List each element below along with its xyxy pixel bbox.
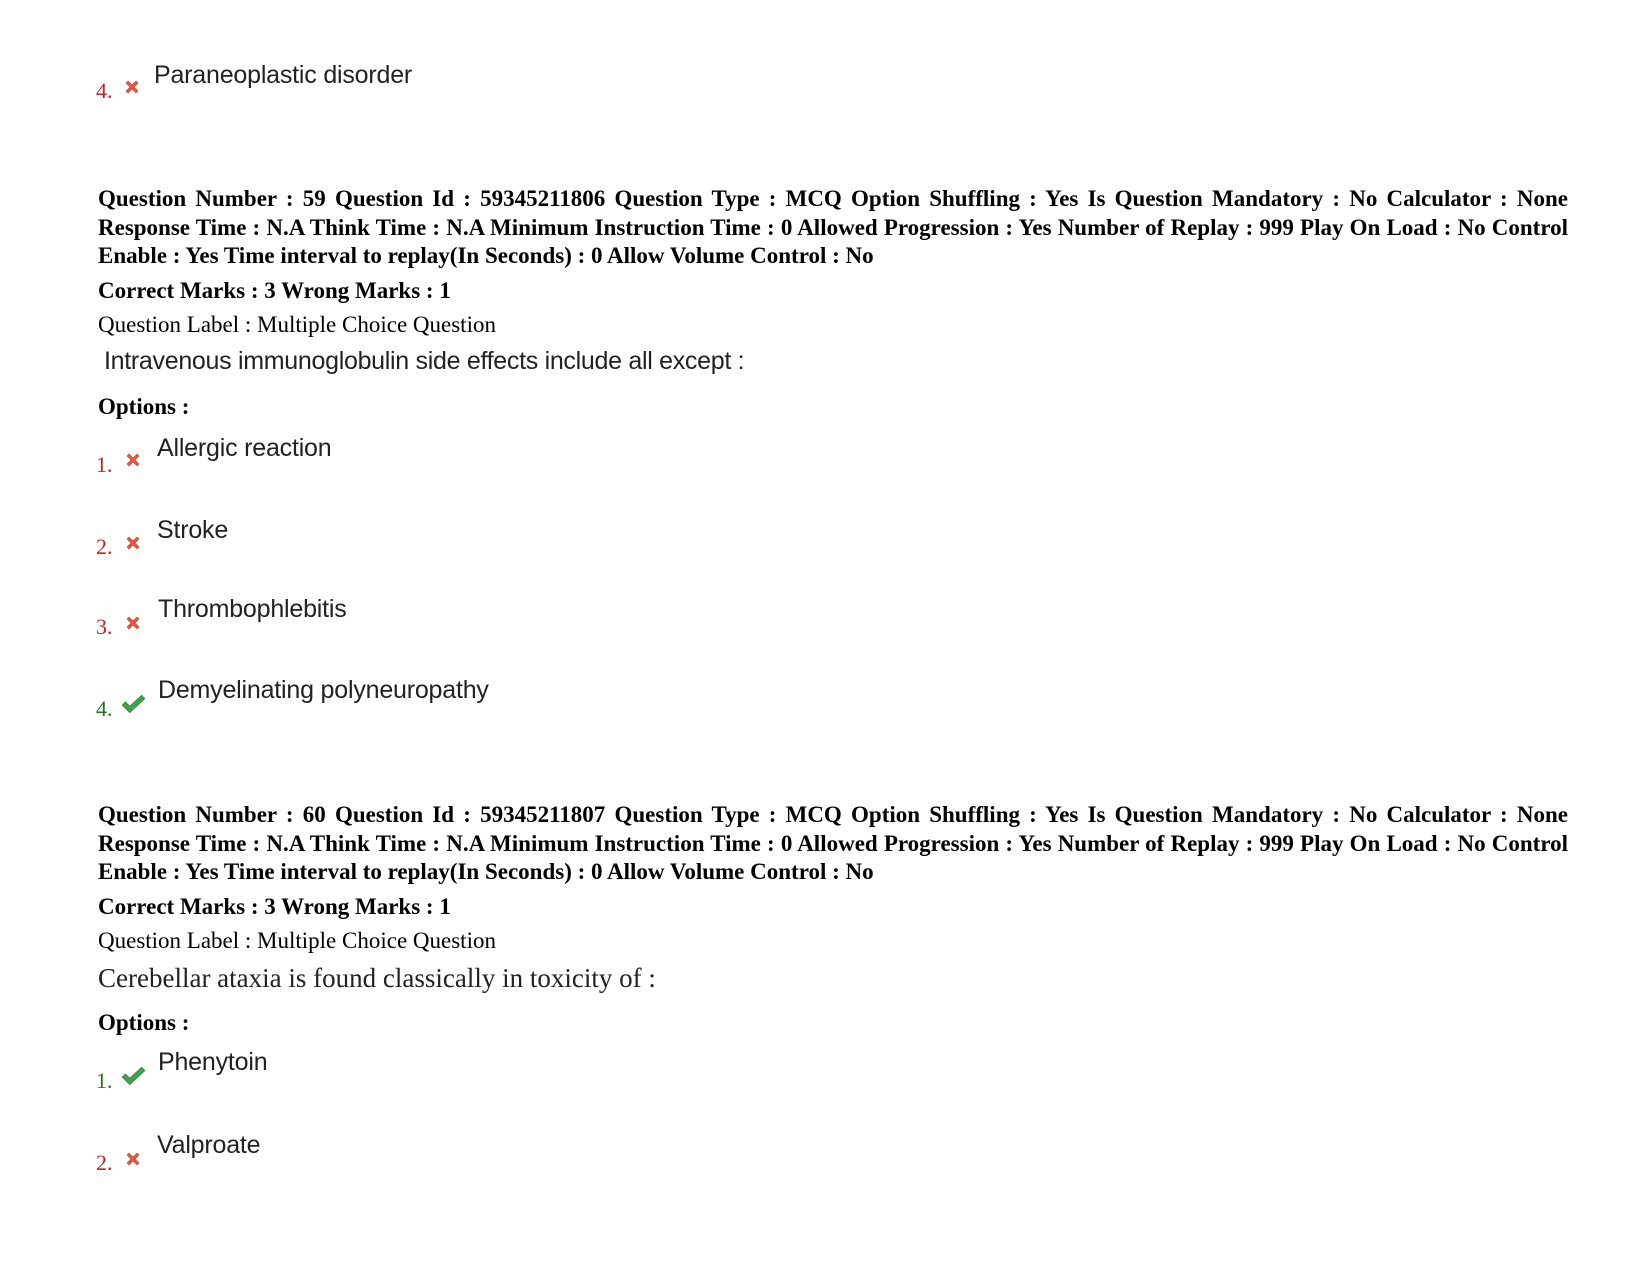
- option-text: Phenytoin: [158, 1048, 268, 1076]
- cross-icon: [122, 77, 142, 97]
- option-text: Thrombophlebitis: [158, 595, 347, 623]
- check-icon: [120, 1065, 146, 1087]
- option-number: 1.: [96, 452, 113, 477]
- options-heading: Options :: [98, 1010, 190, 1035]
- check-icon: [120, 693, 146, 715]
- question-meta: Question Number : 59 Question Id : 59345211806 Question Type : MCQ Option Shuffling : Yes Is Question Mandatory : No Calculator : None Response Time : N.A Think Time : N.A Minimum Instruction Time : 0 Allowed Progression : Yes Number of Replay : 999 Play On Load : No Control Enable : Yes Time interval to replay(In Seconds) : 0 Allow Volume Control : No: [98, 186, 1568, 268]
- option-number: 2.: [96, 1150, 113, 1175]
- question-label: Question Label : Multiple Choice Question: [98, 312, 496, 337]
- cross-icon: [123, 1149, 143, 1169]
- option-text: Paraneoplastic disorder: [154, 61, 413, 89]
- option-number: 4.: [96, 78, 113, 103]
- cross-icon: [123, 450, 143, 470]
- option-text: Valproate: [157, 1131, 261, 1159]
- cross-icon: [123, 613, 143, 633]
- option-number: 4.: [96, 696, 113, 721]
- question-text: Intravenous immunoglobulin side effects include all except :: [104, 347, 745, 375]
- question-meta: Question Number : 60 Question Id : 59345211807 Question Type : MCQ Option Shuffling : Yes Is Question Mandatory : No Calculator : None Response Time : N.A Think Time : N.A Minimum Instruction Time : 0 Allowed Progression : Yes Number of Replay : 999 Play On Load : No Control Enable : Yes Time interval to replay(In Seconds) : 0 Allow Volume Control : No: [98, 802, 1568, 884]
- options-heading: Options :: [98, 394, 190, 419]
- option-number: 3.: [96, 614, 113, 639]
- question-marks: Correct Marks : 3 Wrong Marks : 1: [98, 894, 451, 919]
- option-text: Stroke: [157, 516, 229, 544]
- cross-icon: [123, 533, 143, 553]
- option-number: 1.: [96, 1068, 113, 1093]
- option-text: Demyelinating polyneuropathy: [158, 676, 489, 704]
- question-label: Question Label : Multiple Choice Question: [98, 928, 496, 953]
- question-marks: Correct Marks : 3 Wrong Marks : 1: [98, 278, 451, 303]
- question-text: Cerebellar ataxia is found classically in toxicity of :: [98, 963, 656, 993]
- option-text: Allergic reaction: [157, 434, 332, 462]
- option-number: 2.: [96, 534, 113, 559]
